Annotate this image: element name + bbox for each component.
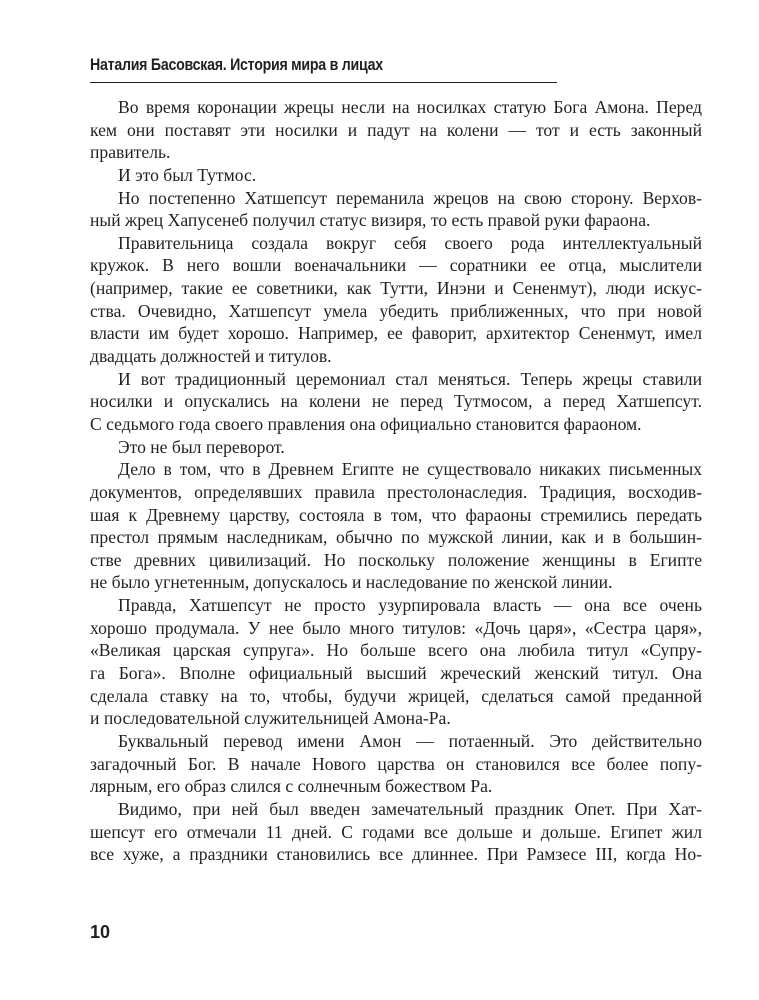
text-line: престол прямым наследникам, обычно по мужской линии, как и в большин- [90, 527, 702, 548]
text-line: Правда, Хатшепсут не просто узурпировала власть — она все очень [118, 595, 702, 616]
text-line: власти им будет хорошо. Например, ее фаворит, архитектор Сененмут, имел [90, 323, 702, 344]
text-line: Во время коронации жрецы несли на носилках статую Бога Амона. Перед [118, 97, 702, 117]
text-line: и последовательной служительницей Амона-Ра. [90, 708, 451, 729]
text-line: «Великая царская супруга». Но больше всего она любила титул «Супру- [90, 640, 702, 661]
text-line: шая к Древнему царству, состояла в том, что фараоны стремились передать [90, 504, 702, 525]
text-line: Правительница создала вокруг себя своего рода интеллектуальный [118, 232, 702, 253]
text-line: Буквальный перевод имени Амон — потаенный. Это действительно [118, 730, 702, 751]
text-line: документов, определявших правила престолонаследия. Традиция, восходив- [90, 481, 702, 502]
header-rule [90, 82, 557, 83]
text-line: шепсут его отмечали 11 дней. С годами все дольше и дольше. Египет жил [90, 821, 702, 842]
text-line: Но постепенно Хатшепсут переманила жрецов на свою сторону. Верхов- [118, 187, 702, 208]
text-line: кем они поставят эти носилки и падут на колени — тот и есть законный [90, 119, 702, 140]
text-line: стве древних цивилизаций. Но поскольку положение женщины в Египте [90, 549, 702, 570]
running-title: Наталия Басовская. История мира в лицах [90, 56, 383, 74]
text-line: С седьмого года своего правления она официально становится фараоном. [90, 413, 642, 434]
page-number: 10 [90, 922, 111, 942]
text-line: га Бога». Вполне официальный высший жреческий женский титул. Она [90, 663, 702, 684]
text-line: (например, такие ее советники, как Тутти, Инэни и Сененмут), люди искус- [90, 278, 702, 299]
text-line: двадцать должностей и титулов. [90, 346, 332, 367]
text-line: И вот традиционный церемониал стал меняться. Теперь жрецы ставили [118, 368, 702, 389]
text-line: лярным, его образ слился с солнечным божеством Ра. [90, 776, 493, 797]
text-line: носилки и опускались на колени не перед Тутмосом, а перед Хатшепсут. [90, 391, 702, 412]
text-line: не было угнетенным, допускалось и наследование по женской линии. [90, 572, 613, 593]
running-head [0, 0, 759, 90]
text-line: кружок. В него вошли военачальники — соратники ее отца, мыслители [90, 255, 702, 276]
text-line: ный жрец Хапусенеб получил статус визиря, то есть правой руки фараона. [90, 210, 651, 231]
text-line: ства. Очевидно, Хатшепсут умела убедить приближенных, что при новой [90, 300, 702, 321]
text-line: хорошо продумала. У нее было много титулов: «Дочь царя», «Сестра царя», [90, 617, 702, 638]
text-line: Дело в том, что в Древнем Египте не существовало никаких письменных [118, 459, 702, 480]
body-text [90, 96, 702, 866]
text-line: все хуже, а праздники становились все длиннее. При Рамзесе III, когда Но- [90, 844, 702, 865]
text-line: сделала ставку на то, чтобы, будучи жрицей, сделаться самой преданной [90, 685, 702, 706]
text-line: Это не был переворот. [118, 436, 285, 457]
text-line: И это был Тутмос. [118, 164, 257, 185]
text-line: правитель. [90, 142, 171, 163]
text-line: Видимо, при ней был введен замечательный праздник Опет. При Хат- [118, 798, 702, 819]
text-line: загадочный Бог. В начале Нового царства он становился все более попу- [90, 753, 702, 774]
